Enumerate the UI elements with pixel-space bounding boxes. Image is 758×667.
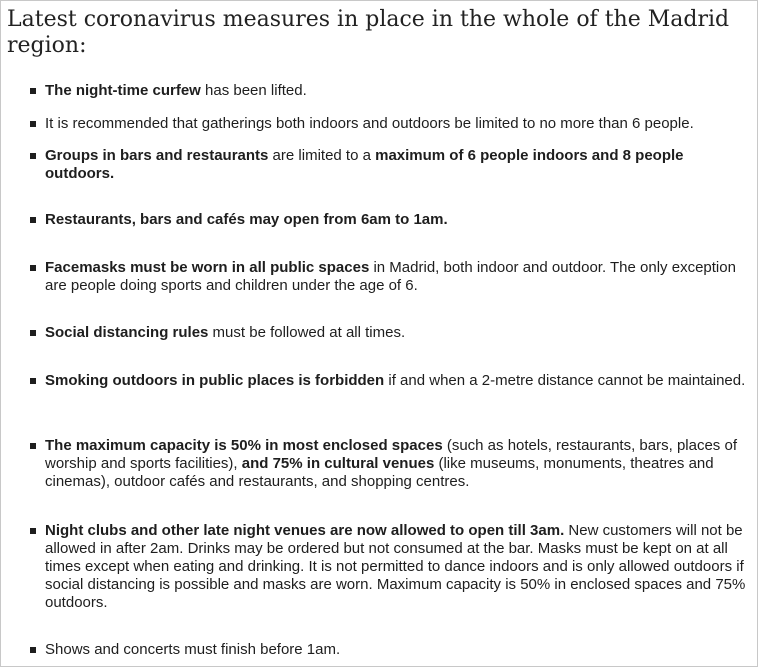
- item-bold: Social distancing rules: [45, 324, 209, 341]
- page-title: Latest coronavirus measures in place in the whole of the Madrid region:: [7, 7, 730, 58]
- list-item-facemasks: [45, 259, 751, 295]
- item-text: in Madrid, both indoor and outdoor. The only exception are people doing sports and children under the age of 6.: [45, 259, 736, 294]
- bullet-icon: [30, 265, 36, 271]
- bullet-icon: [30, 153, 36, 159]
- item-text: if and when a 2-metre distance cannot be maintained.: [384, 372, 746, 389]
- item-text: Shows and concerts must finish before 1am.: [45, 641, 341, 658]
- item-bold: Groups in bars and restaurants: [45, 147, 269, 164]
- item-text: are limited to a: [268, 147, 376, 164]
- list-item-groups: [45, 147, 751, 183]
- list-item-smoking: [45, 372, 751, 390]
- item-bold: maximum of 6 people indoors and 8 people outdoors.: [45, 147, 684, 182]
- list-item-opening-hours: [45, 211, 751, 229]
- item-bold: Facemasks must be worn in all public spaces: [45, 259, 370, 276]
- item-bold: and 75% in cultural venues: [241, 455, 435, 472]
- item-bold: Restaurants, bars and cafés may open from 6am to 1am.: [45, 211, 448, 228]
- bullet-icon: [30, 528, 36, 534]
- item-bold: Smoking outdoors in public places is forbidden: [45, 372, 385, 389]
- list-item-curfew: [45, 82, 751, 100]
- item-text: (like museums, monuments, theatres and cinemas), outdoor cafés and restaurants, and shopping centres.: [45, 455, 714, 490]
- item-text: must be followed at all times.: [208, 324, 406, 341]
- bullet-icon: [30, 217, 36, 223]
- list-item-night-clubs: [45, 522, 751, 612]
- item-bold: The night-time curfew: [45, 82, 201, 99]
- item-text: has been lifted.: [200, 82, 307, 99]
- item-text: New customers will not be allowed in after 2am. Drinks may be ordered but not consumed at the bar. Masks must be kept on at all times except when eating and drinking. It is not permitted to dance indoors and is only allowed outdoors if social distancing is possible and masks are worn. Maximum capacity is 50% in enclosed spaces and 75% outdoors.: [45, 522, 746, 611]
- bullet-icon: [30, 121, 36, 127]
- bullet-icon: [30, 330, 36, 336]
- item-text: It is recommended that gatherings both indoors and outdoors be limited to no more than 6 people.: [45, 115, 694, 132]
- bullet-icon: [30, 443, 36, 449]
- item-text: (such as hotels, restaurants, bars, places of worship and sports facilities),: [45, 437, 737, 472]
- item-bold: Night clubs and other late night venues are now allowed to open till 3am.: [45, 522, 565, 539]
- list-item-gatherings: [45, 115, 751, 133]
- bullet-icon: [30, 88, 36, 94]
- list-item-social-distancing: [45, 324, 751, 342]
- item-bold: The maximum capacity is 50% in most enclosed spaces: [45, 437, 443, 454]
- list-item-shows: [45, 641, 751, 659]
- list-item-capacity: [45, 437, 751, 491]
- bullet-icon: [30, 378, 36, 384]
- bullet-icon: [30, 647, 36, 653]
